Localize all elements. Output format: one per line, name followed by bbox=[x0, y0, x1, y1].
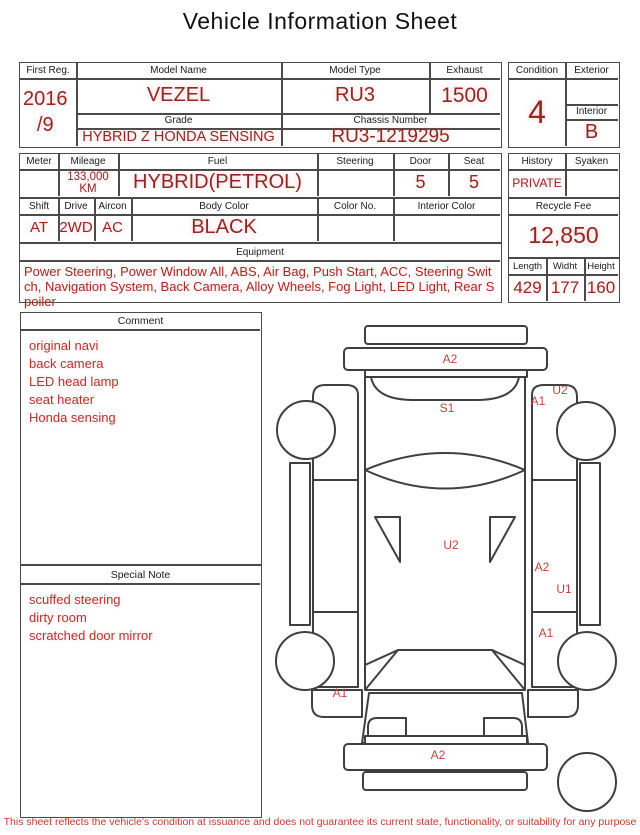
history-label: History bbox=[521, 156, 553, 167]
first-reg-label: First Reg. bbox=[26, 65, 70, 76]
exterior-label: Exterior bbox=[574, 65, 609, 76]
damage-label-right-fender-top: U2 bbox=[552, 383, 568, 397]
special-note-label: Special Note bbox=[110, 568, 171, 581]
special-note-box bbox=[20, 565, 262, 818]
damage-label-right-a-pillar: A1 bbox=[530, 394, 546, 408]
front-right-wheel bbox=[557, 402, 615, 460]
special-note-line: scuffed steering bbox=[29, 592, 121, 607]
equipment-value: Power Steering, Power Window All, ABS, Air Bag, Push Start, ACC, Steering Switch, Navigation System, Back Camera, Alloy Wheels, Fog Light, LED Light, Rear Spoiler bbox=[24, 264, 495, 309]
first-reg-value bbox=[20, 78, 76, 146]
model-type-value: RU3 bbox=[334, 84, 375, 106]
rear-left-wheel bbox=[276, 632, 334, 690]
windshield bbox=[365, 453, 525, 489]
left-sill-strip bbox=[290, 463, 310, 625]
comment-line: Honda sensing bbox=[29, 410, 116, 425]
height-value: 160 bbox=[586, 277, 616, 297]
model-type-label: Model Type bbox=[329, 65, 381, 76]
table-model-info bbox=[19, 62, 502, 148]
table-usage bbox=[19, 153, 502, 198]
mileage-label: Mileage bbox=[70, 156, 106, 167]
grade-value: HYBRID Z HONDA SENSING bbox=[82, 129, 275, 145]
body-color-label: Body Color bbox=[199, 201, 249, 212]
interior-color-label: Interior Color bbox=[417, 201, 476, 212]
comment-box bbox=[20, 312, 262, 565]
chassis-label: Chassis Number bbox=[353, 115, 428, 126]
damage-label-left-quarter: A1 bbox=[332, 686, 348, 700]
door-value: 5 bbox=[415, 172, 426, 192]
comment-line: seat heater bbox=[29, 392, 95, 407]
width-label: Widht bbox=[552, 261, 578, 272]
left-front-door bbox=[313, 480, 358, 612]
aircon-value: AC bbox=[102, 219, 123, 236]
damage-label-right-door-lower: U1 bbox=[556, 582, 572, 596]
body-color-value: BLACK bbox=[191, 216, 257, 238]
recycle-fee-label: Recycle Fee bbox=[535, 201, 592, 212]
fuel-label: Fuel bbox=[207, 156, 228, 167]
first-reg-month: /9 bbox=[36, 114, 54, 136]
fuel-value: HYBRID(PETROL) bbox=[133, 171, 302, 193]
chassis-value: RU3-1219295 bbox=[331, 126, 450, 147]
condition-value: 4 bbox=[528, 93, 546, 130]
length-value: 429 bbox=[513, 277, 542, 297]
left-pillar-notch bbox=[375, 517, 400, 562]
seat-value: 5 bbox=[468, 172, 479, 192]
front-left-wheel bbox=[277, 401, 335, 459]
table-dimensions bbox=[508, 258, 620, 303]
front-grille-bar bbox=[365, 326, 527, 344]
rear-bumper bbox=[344, 744, 547, 770]
color-no-value bbox=[317, 214, 393, 241]
disclaimer-text: This sheet reflects the vehicle's condition at issuance and does not guarantee its current state, functionality, or suitability for any purpose bbox=[3, 816, 637, 828]
syaken-value bbox=[565, 169, 618, 196]
equipment-label: Equipment bbox=[236, 246, 284, 258]
interior-label: Interior bbox=[575, 106, 608, 117]
shift-label: Shift bbox=[28, 201, 49, 212]
width-value: 177 bbox=[550, 277, 580, 297]
comment-line: LED head lamp bbox=[29, 374, 119, 389]
rear-bumper-tab bbox=[365, 736, 527, 744]
exterior-value bbox=[565, 78, 618, 104]
exhaust-label: Exhaust bbox=[446, 65, 483, 76]
history-value: PRIVATE bbox=[512, 175, 562, 190]
mileage-value: 133,000 KM bbox=[67, 170, 109, 195]
damage-label-right-rear-door: A1 bbox=[538, 626, 554, 640]
meter-value bbox=[20, 169, 58, 196]
comment-label: Comment bbox=[117, 315, 164, 327]
shift-value: AT bbox=[29, 219, 49, 236]
table-condition bbox=[508, 62, 620, 148]
aircon-label: Aircon bbox=[98, 201, 127, 212]
steering-label: Steering bbox=[336, 156, 374, 167]
right-sill-strip bbox=[580, 463, 600, 625]
drive-label: Drive bbox=[64, 201, 88, 212]
rear-window bbox=[365, 650, 525, 690]
rear-right-wheel bbox=[558, 632, 616, 690]
damage-label-hood: S1 bbox=[439, 401, 455, 415]
right-quarter-panel bbox=[528, 690, 578, 717]
model-name-value: VEZEL bbox=[146, 84, 211, 106]
car-diagram bbox=[265, 315, 635, 815]
height-label: Height bbox=[587, 261, 615, 272]
comment-line: original navi bbox=[29, 338, 99, 353]
spare-wheel bbox=[558, 753, 616, 811]
drive-value: 2WD bbox=[59, 219, 93, 236]
damage-label-front-bumper: A2 bbox=[442, 352, 458, 366]
seat-label: Seat bbox=[463, 156, 485, 167]
grade-label: Grade bbox=[164, 115, 193, 126]
hood-left-arch bbox=[371, 377, 411, 400]
right-pillar-notch bbox=[490, 517, 515, 562]
syaken-label: Syaken bbox=[574, 156, 609, 167]
door-label: Door bbox=[409, 156, 432, 167]
exhaust-value: 1500 bbox=[441, 83, 488, 107]
special-note-line: dirty room bbox=[29, 610, 87, 625]
special-note-line: scratched door mirror bbox=[29, 628, 153, 643]
interior-value: B bbox=[584, 121, 599, 143]
damage-label-rear-bumper: A2 bbox=[430, 748, 446, 762]
steering-value bbox=[317, 169, 393, 196]
model-name-label: Model Name bbox=[150, 65, 207, 76]
damage-label-right-front-door: A2 bbox=[534, 560, 550, 574]
recycle-fee-value: 12,850 bbox=[528, 221, 599, 248]
hood-right-arch bbox=[479, 377, 519, 400]
table-recycle-fee bbox=[508, 198, 620, 258]
rear-lower-bar bbox=[363, 772, 527, 790]
meter-label: Meter bbox=[26, 156, 52, 167]
length-label: Length bbox=[512, 261, 543, 272]
first-reg-year: 2016 bbox=[23, 88, 68, 110]
comment-line: back camera bbox=[29, 356, 104, 371]
color-no-label: Color No. bbox=[333, 201, 377, 212]
condition-label: Condition bbox=[515, 65, 559, 76]
table-history bbox=[508, 153, 620, 198]
table-drivetrain bbox=[19, 198, 502, 243]
table-equipment bbox=[19, 243, 502, 309]
page-title: Vehicle Information Sheet bbox=[182, 8, 458, 34]
interior-color-value bbox=[393, 214, 500, 241]
damage-label-roof: U2 bbox=[443, 538, 459, 552]
